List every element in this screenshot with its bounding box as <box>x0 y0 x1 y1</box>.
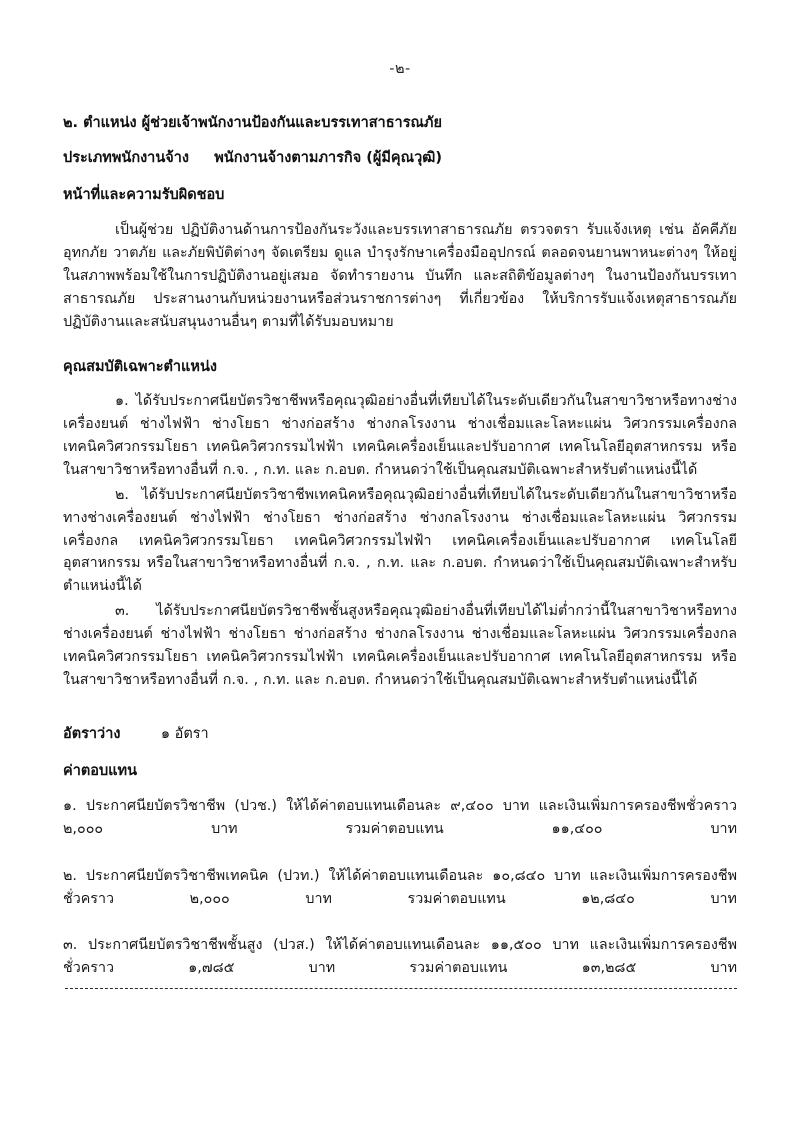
compensation-item: ๒. ประกาศนียบัตรวิชาชีพเทคนิค (ปวท.) ให้ได้ค่าตอบแทนเดือนละ ๑๐,๘๔๐ บาท และเงินเพิ่มการครองชีพชั่วคราว ๒,๐๐๐ บาท รวมค่าตอบแทน ๑๒,๘๔๐ บาท <box>63 867 737 907</box>
duties-body: เป็นผู้ช่วย ปฏิบัติงานด้านการป้องกันระวังและบรรเทาสาธารณภัย ตรวจตรา รับแจ้งเหตุ เช่น อัคคีภัย อุทกภัย วาตภัย และภัยพิบัติต่างๆ จัดเตรียม ดูแล บำรุงรักษาเครื่องมืออุปกรณ์ ตลอดจนยานพาหนะต่างๆ ให้อยู่ในสภาพพร้อมใช้ในการปฏิบัติงานอยู่เสมอ จัดทำรายงาน บันทึก และสถิติข้อมูลต่างๆ ในงานป้องกันบรรเทาสาธารณภัย ประสานงานกับหน่วยงานหรือส่วนราชการต่างๆ ที่เกี่ยวข้อง ให้บริการรับแจ้งเหตุสาธารณภัย ปฏิบัติงานและสนับสนุนงานอื่นๆ ตามที่ได้รับมอบหมาย <box>63 221 737 331</box>
employment-type-row <box>63 148 737 170</box>
spacer-after-page-number <box>63 77 737 113</box>
spacer-before-duties <box>63 170 737 185</box>
vacancy-gap <box>120 726 160 742</box>
spacer-before-qualifications <box>63 335 737 357</box>
compensation-item: ๓. ประกาศนียบัตรวิชาชีพชั้นสูง (ปวส.) ให้ได้ค่าตอบแทนเดือนละ ๑๑,๕๐๐ บาท และเงินเพิ่มการครองชีพชั่วคราว ๑,๗๘๕ บาท รวมค่าตอบแทน ๑๓,๒๘๕ บาท <box>63 937 737 977</box>
spacer-after-title <box>63 134 737 148</box>
spacer-before-compensation <box>63 745 737 761</box>
spacer-after-qualifications-heading <box>63 378 737 390</box>
vacancy-row <box>63 724 737 746</box>
employment-type-gap <box>189 150 214 166</box>
vacancy-value: ๑ อัตรา <box>160 725 209 742</box>
position-title: ๒. ตำแหน่ง ผู้ช่วยเจ้าพนักงานป้องกันและบรรเทาสาธารณภัย <box>63 114 442 131</box>
employment-type-value: พนักงานจ้างตามภารกิจ (ผู้มีคุณวุฒิ) <box>214 150 442 167</box>
spacer-after-compensation-heading <box>63 783 737 795</box>
footer-dashed-separator <box>65 988 737 989</box>
page-number: -๒- <box>389 61 411 77</box>
duties-heading: หน้าที่และความรับผิดชอบ <box>63 187 225 203</box>
qualification-item: ๓. ได้รับประกาศนียบัตรวิชาชีพชั้นสูงหรือคุณวุฒิอย่างอื่นที่เทียบได้ไม่ต่ำกว่านี้ในสาขาวิชาหรือทางช่างเครื่องยนต์ ช่างไฟฟ้า ช่างโยธา ช่างก่อสร้าง ช่างกลโรงงาน ช่างเชื่อมและโลหะแผ่น วิศวกรรมเครื่องกล เทคนิควิศวกรรมโยธา เทคนิควิศวกรรมไฟฟ้า เทคนิคเครื่องเย็นและปรับอากาศ เทคโนโลยีอุตสาหกรรม หรือในสาขาวิชาหรือทางอื่นที่ ก.จ. , ก.ท. และ ก.อบต. กำหนดว่าใช้เป็นคุณสมบัติเฉพาะสำหรับตำแหน่งนี้ได้ <box>63 603 737 688</box>
spacer-after-duties-heading <box>63 207 737 219</box>
page-content <box>63 0 737 1004</box>
qualification-item: ๑. ได้รับประกาศนียบัตรวิชาชีพหรือคุณวุฒิอย่างอื่นที่เทียบได้ในระดับเดียวกันในสาขาวิชาหรือทางช่างเครื่องยนต์ ช่างไฟฟ้า ช่างโยธา ช่างก่อสร้าง ช่างกลโรงงาน ช่างเชื่อมและโลหะแผ่น วิศวกรรมเครื่องกล เทคนิควิศวกรรมโยธา เทคนิควิศวกรรมไฟฟ้า เทคนิคเครื่องเย็นและปรับอากาศ เทคโนโลยีอุตสาหกรรม หรือในสาขาวิชาหรือทางอื่นที่ ก.จ. , ก.ท. และ ก.อบต. กำหนดว่าใช้เป็นคุณสมบัติเฉพาะสำหรับตำแหน่งนี้ได้ <box>63 393 737 478</box>
compensation-heading: ค่าตอบแทน <box>63 763 137 780</box>
qualifications-heading: คุณสมบัติเฉพาะตำแหน่ง <box>63 358 217 375</box>
employment-type-label: ประเภทพนักงานจ้าง <box>63 150 189 167</box>
spacer-before-vacancy <box>63 692 737 724</box>
qualification-item: ๒. ได้รับประกาศนียบัตรวิชาชีพเทคนิคหรือคุณวุฒิอย่างอื่นที่เทียบได้ในระดับเดียวกันในสาขาวิชาหรือทางช่างเครื่องยนต์ ช่างไฟฟ้า ช่างโยธา ช่างก่อสร้าง ช่างกลโรงงาน ช่างเชื่อมและโลหะแผ่น วิศวกรรมเครื่องกล เทคนิควิศวกรรมโยธา เทคนิควิศวกรรมไฟฟ้า เทคนิคเครื่องเย็นและปรับอากาศ เทคโนโลยีอุตสาหกรรม หรือในสาขาวิชาหรือทางอื่นที่ ก.จ. , ก.ท. และ ก.อบต. กำหนดว่าใช้เป็นคุณสมบัติเฉพาะสำหรับตำแหน่งนี้ได้ <box>63 486 737 595</box>
vacancy-label: อัตราว่าง <box>63 725 121 742</box>
compensation-item: ๑. ประกาศนียบัตรวิชาชีพ (ปวช.) ให้ได้ค่าตอบแทนเดือนละ ๙,๔๐๐ บาท และเงินเพิ่มการครองชีพชั่วคราว ๒,๐๐๐ บาท รวมค่าตอบแทน ๑๑,๔๐๐ บาท <box>63 798 737 838</box>
